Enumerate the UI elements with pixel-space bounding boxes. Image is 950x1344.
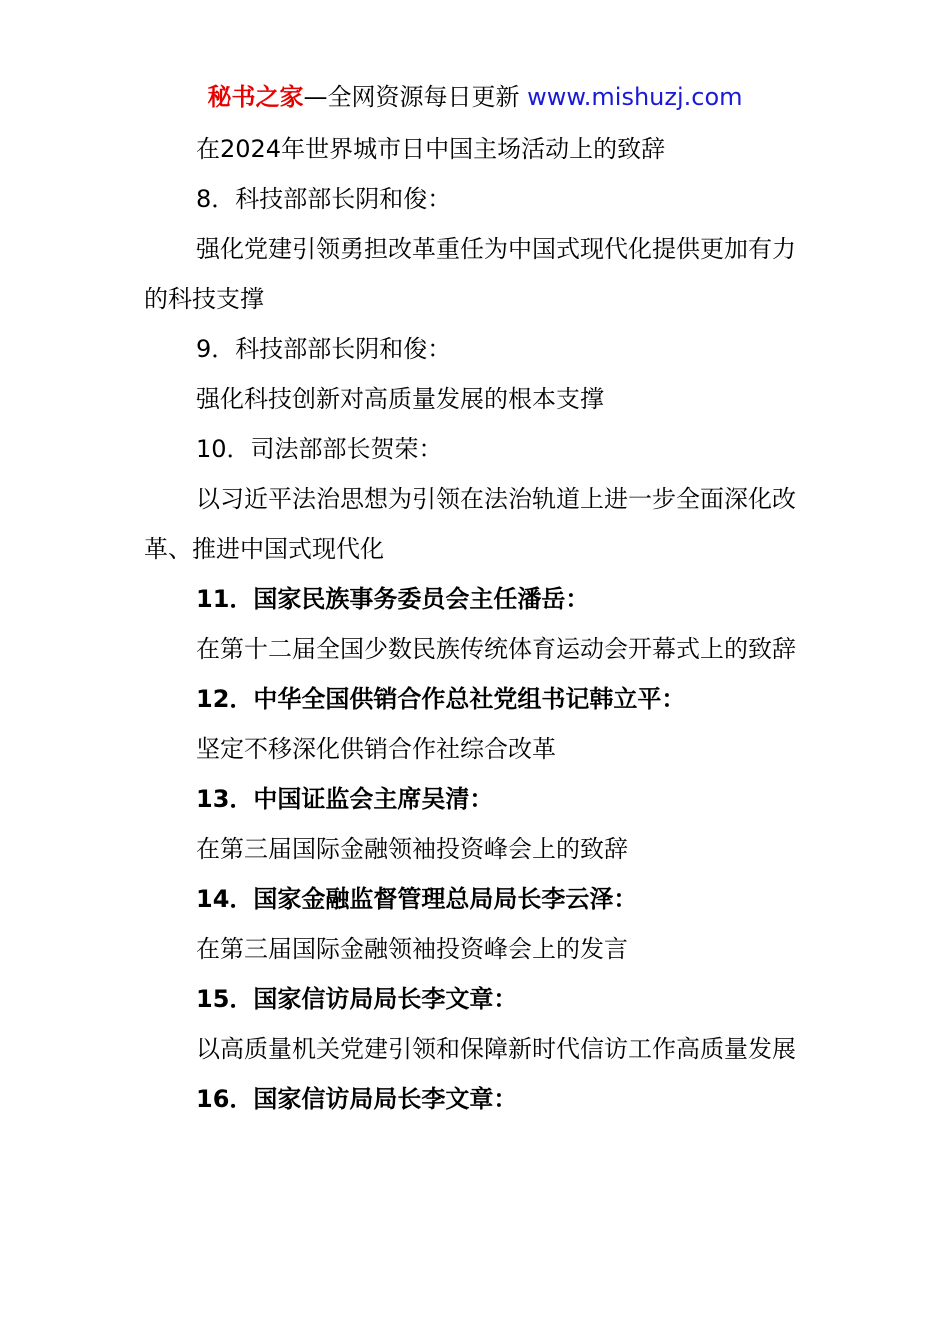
list-item-heading: 8．科技部部长阴和俊：	[196, 185, 452, 213]
header-tagline: —全网资源每日更新	[303, 83, 520, 111]
paragraph: 强化科技创新对高质量发展的根本支撑	[196, 385, 604, 413]
list-item-heading: 15．国家信访局局长李文章：	[196, 985, 518, 1013]
brand-name: 秘书之家	[207, 83, 304, 111]
paragraph: 以习近平法治思想为引领在法治轨道上进一步全面深化改革、推进中国式现代化	[144, 485, 796, 563]
paragraph: 在第三届国际金融领袖投资峰会上的致辞	[196, 835, 628, 863]
paragraph: 强化党建引领勇担改革重任为中国式现代化提供更加有力的科技支撑	[144, 235, 796, 313]
list-item-heading: 13．中国证监会主席吴清：	[196, 785, 494, 813]
paragraph: 以高质量机关党建引领和保障新时代信访工作高质量发展	[196, 1035, 796, 1063]
list-item-heading: 14．国家金融监督管理总局局长李云泽：	[196, 885, 638, 913]
list-item-heading: 9．科技部部长阴和俊：	[196, 335, 452, 363]
site-header	[0, 80, 950, 114]
paragraph: 坚定不移深化供销合作社综合改革	[196, 735, 556, 763]
document-body	[144, 124, 808, 1124]
list-item-heading: 12．中华全国供销合作总社党组书记韩立平：	[196, 685, 686, 713]
list-item-heading: 10．司法部部长贺荣：	[196, 435, 443, 463]
site-url[interactable]: www.mishuzj.com	[527, 83, 743, 111]
paragraph: 在第十二届全国少数民族传统体育运动会开幕式上的致辞	[196, 635, 796, 663]
paragraph: 在2024年世界城市日中国主场活动上的致辞	[196, 135, 666, 163]
paragraph: 在第三届国际金融领袖投资峰会上的发言	[196, 935, 628, 963]
list-item-heading: 11．国家民族事务委员会主任潘岳：	[196, 585, 590, 613]
list-item-heading: 16．国家信访局局长李文章：	[196, 1085, 518, 1113]
